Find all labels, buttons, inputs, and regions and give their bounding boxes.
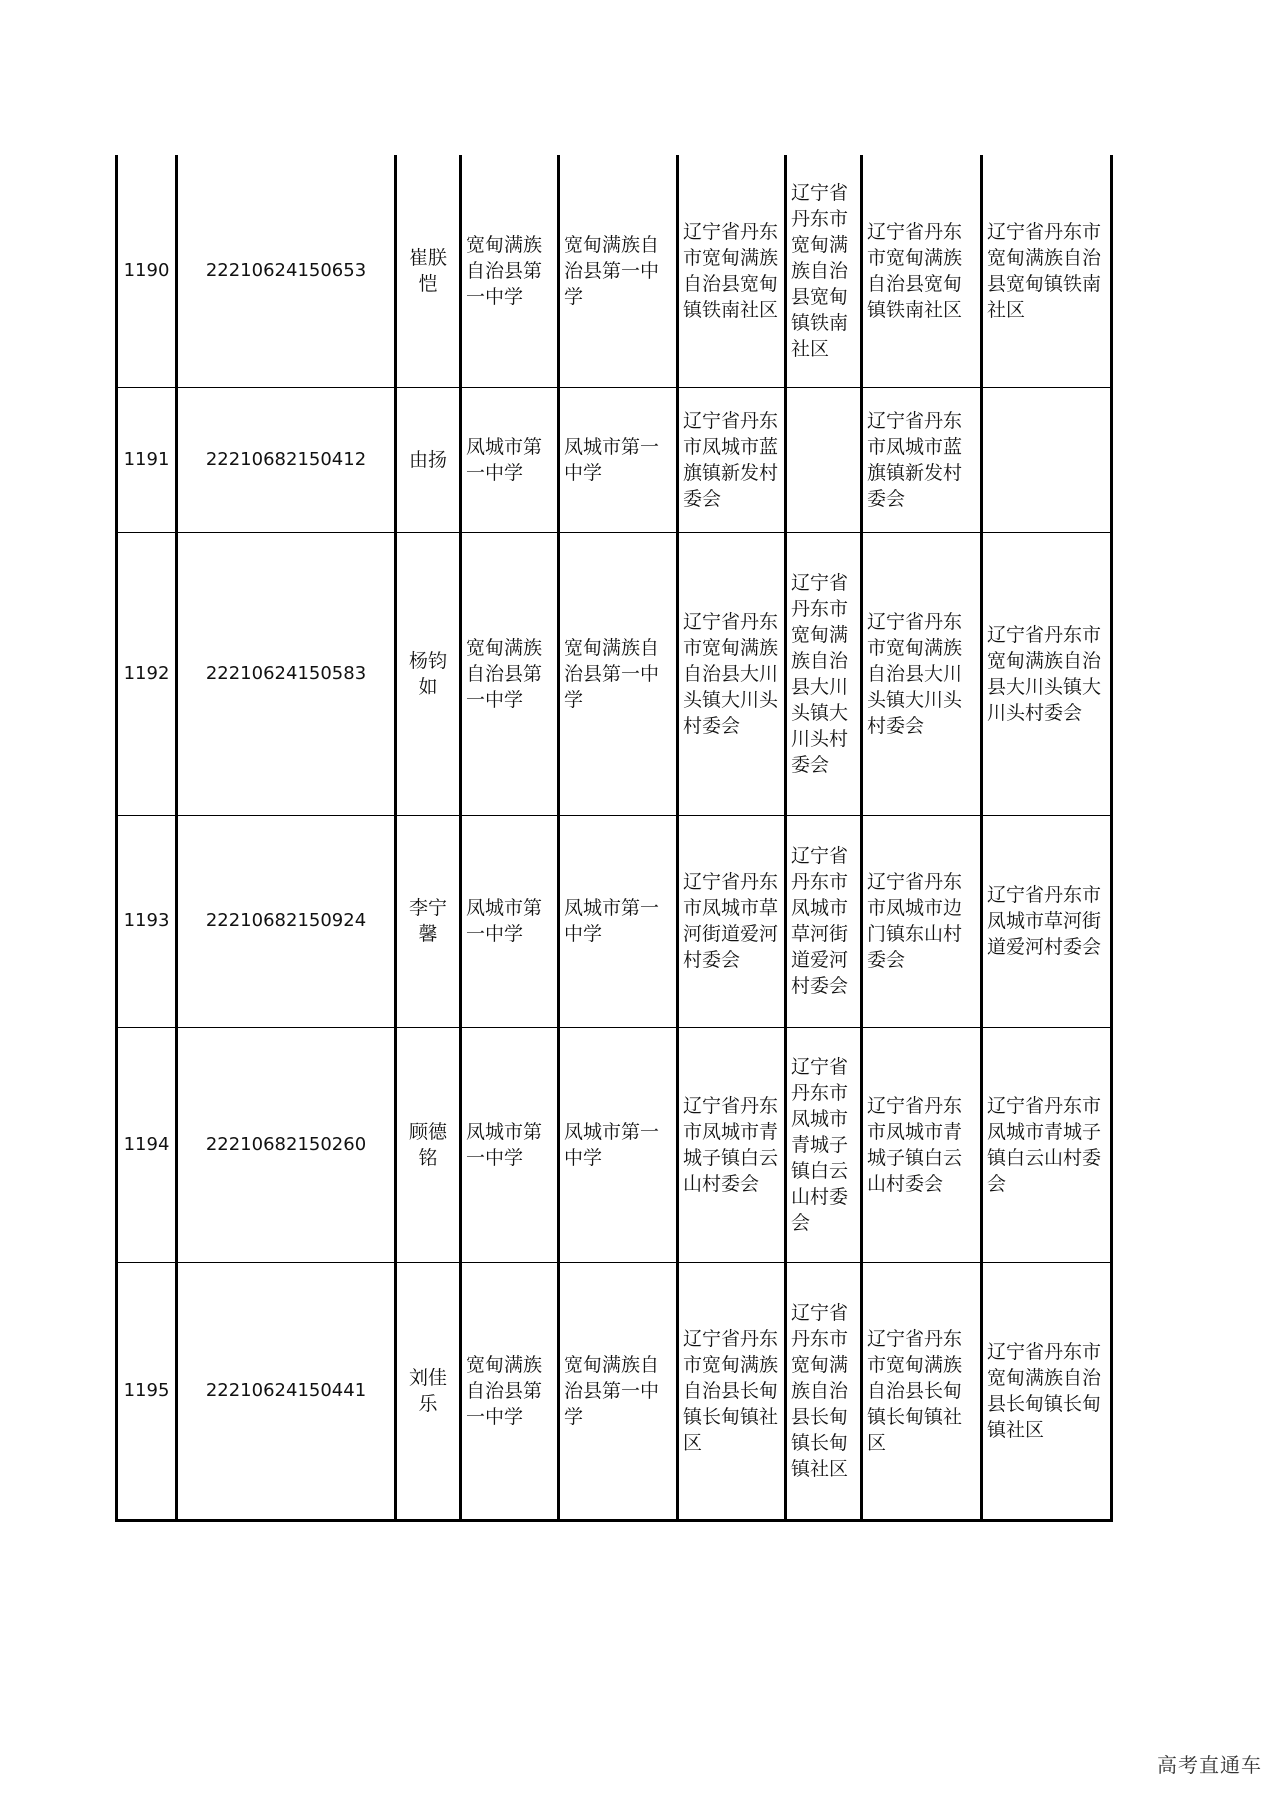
school-cell: 凤城市第一中学 bbox=[559, 387, 678, 532]
student-name: 顾德铭 bbox=[396, 1027, 461, 1262]
table-row bbox=[117, 532, 1112, 815]
school-cell: 宽甸满族自治县第一中学 bbox=[461, 1262, 559, 1520]
student-name: 由扬 bbox=[396, 387, 461, 532]
address-cell: 辽宁省丹东市宽甸满族自治县大川头镇大川头村委会 bbox=[862, 532, 982, 815]
table-row bbox=[117, 155, 1112, 387]
address-cell: 辽宁省丹东市凤城市青城子镇白云山村委会 bbox=[678, 1027, 786, 1262]
school-cell: 宽甸满族自治县第一中学 bbox=[559, 1262, 678, 1520]
table-row bbox=[117, 1262, 1112, 1520]
address-cell: 辽宁省丹东市凤城市草河街道爱河村委会 bbox=[786, 815, 862, 1027]
row-index: 1194 bbox=[117, 1027, 177, 1262]
address-cell: 辽宁省丹东市凤城市青城子镇白云山村委会 bbox=[862, 1027, 982, 1262]
address-cell: 辽宁省丹东市宽甸满族自治县大川头镇大川头村委会 bbox=[678, 532, 786, 815]
address-cell: 辽宁省丹东市凤城市边门镇东山村委会 bbox=[862, 815, 982, 1027]
school-cell: 宽甸满族自治县第一中学 bbox=[559, 155, 678, 387]
row-index: 1191 bbox=[117, 387, 177, 532]
school-cell: 凤城市第一中学 bbox=[461, 815, 559, 1027]
school-cell: 宽甸满族自治县第一中学 bbox=[461, 532, 559, 815]
address-cell: 辽宁省丹东市宽甸满族自治县宽甸镇铁南社区 bbox=[786, 155, 862, 387]
table-row bbox=[117, 1027, 1112, 1262]
candidate-id: 22210624150583 bbox=[177, 532, 396, 815]
watermark-text: 高考直通车 bbox=[1157, 1753, 1262, 1777]
address-cell: 辽宁省丹东市宽甸满族自治县长甸镇长甸镇社区 bbox=[786, 1262, 862, 1520]
candidate-id: 22210624150653 bbox=[177, 155, 396, 387]
candidate-id: 22210682150260 bbox=[177, 1027, 396, 1262]
address-cell bbox=[982, 387, 1112, 532]
school-cell: 凤城市第一中学 bbox=[559, 815, 678, 1027]
address-cell: 辽宁省丹东市宽甸满族自治县大川头镇大川头村委会 bbox=[982, 532, 1112, 815]
address-cell: 辽宁省丹东市宽甸满族自治县长甸镇长甸镇社区 bbox=[982, 1262, 1112, 1520]
student-table bbox=[115, 155, 1113, 1522]
candidate-id: 22210682150412 bbox=[177, 387, 396, 532]
candidate-id: 22210682150924 bbox=[177, 815, 396, 1027]
student-name: 李宁馨 bbox=[396, 815, 461, 1027]
school-cell: 凤城市第一中学 bbox=[461, 387, 559, 532]
address-cell: 辽宁省丹东市凤城市青城子镇白云山村委会 bbox=[786, 1027, 862, 1262]
row-index: 1192 bbox=[117, 532, 177, 815]
student-name: 崔朕恺 bbox=[396, 155, 461, 387]
address-cell: 辽宁省丹东市凤城市蓝旗镇新发村委会 bbox=[862, 387, 982, 532]
table-row bbox=[117, 387, 1112, 532]
candidate-id: 22210624150441 bbox=[177, 1262, 396, 1520]
row-index: 1195 bbox=[117, 1262, 177, 1520]
address-cell: 辽宁省丹东市宽甸满族自治县长甸镇长甸镇社区 bbox=[678, 1262, 786, 1520]
school-cell: 宽甸满族自治县第一中学 bbox=[559, 532, 678, 815]
address-cell: 辽宁省丹东市宽甸满族自治县长甸镇长甸镇社区 bbox=[862, 1262, 982, 1520]
school-cell: 宽甸满族自治县第一中学 bbox=[461, 155, 559, 387]
row-index: 1193 bbox=[117, 815, 177, 1027]
address-cell: 辽宁省丹东市宽甸满族自治县宽甸镇铁南社区 bbox=[982, 155, 1112, 387]
address-cell: 辽宁省丹东市凤城市蓝旗镇新发村委会 bbox=[678, 387, 786, 532]
address-cell: 辽宁省丹东市凤城市草河街道爱河村委会 bbox=[678, 815, 786, 1027]
address-cell: 辽宁省丹东市凤城市草河街道爱河村委会 bbox=[982, 815, 1112, 1027]
address-cell: 辽宁省丹东市宽甸满族自治县大川头镇大川头村委会 bbox=[786, 532, 862, 815]
student-name: 杨钧如 bbox=[396, 532, 461, 815]
table-row bbox=[117, 815, 1112, 1027]
address-cell: 辽宁省丹东市凤城市青城子镇白云山村委会 bbox=[982, 1027, 1112, 1262]
school-cell: 凤城市第一中学 bbox=[461, 1027, 559, 1262]
address-cell: 辽宁省丹东市宽甸满族自治县宽甸镇铁南社区 bbox=[678, 155, 786, 387]
school-cell: 凤城市第一中学 bbox=[559, 1027, 678, 1262]
student-name: 刘佳乐 bbox=[396, 1262, 461, 1520]
row-index: 1190 bbox=[117, 155, 177, 387]
address-cell bbox=[786, 387, 862, 532]
address-cell: 辽宁省丹东市宽甸满族自治县宽甸镇铁南社区 bbox=[862, 155, 982, 387]
